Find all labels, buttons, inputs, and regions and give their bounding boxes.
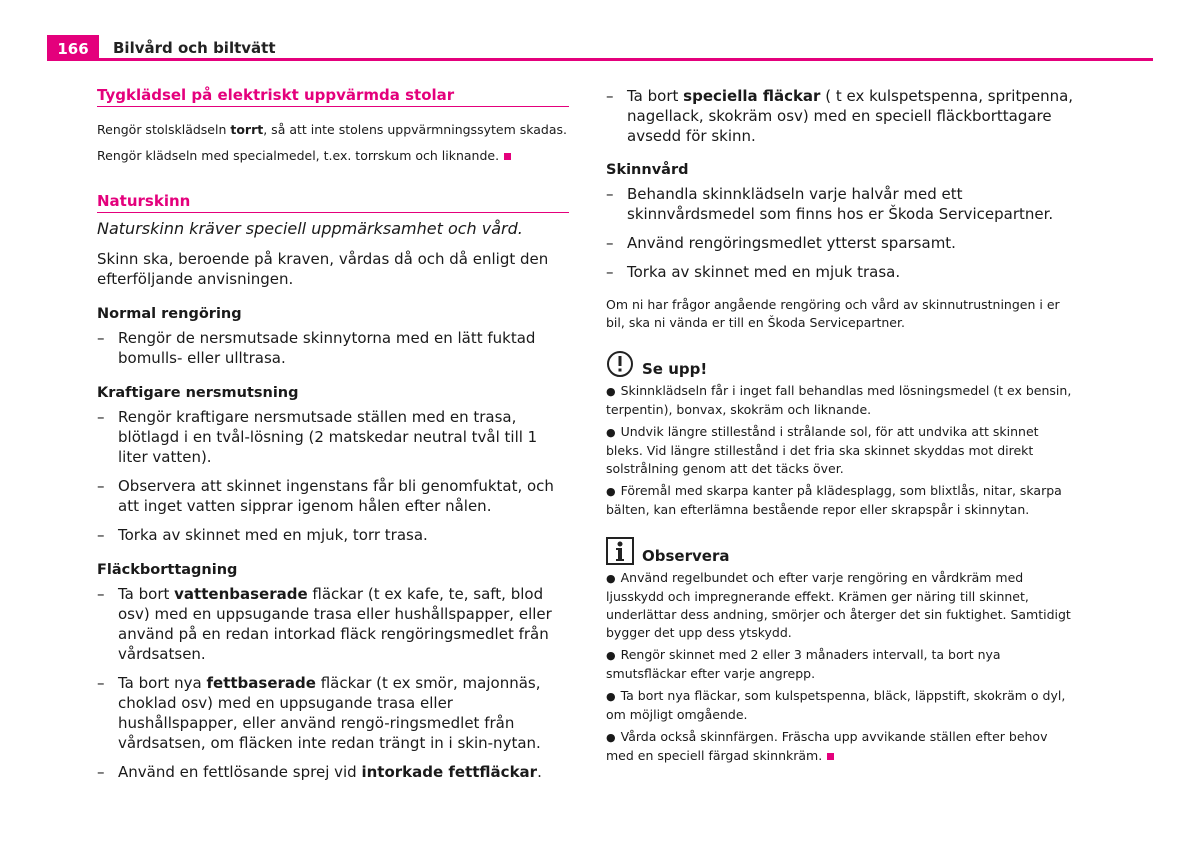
caution-box xyxy=(606,350,1074,519)
note-item: ● Vårda också skinnfärgen. Fräscha upp avvikande ställen efter behov med en speciell färgad skinnkräm. xyxy=(606,729,1048,763)
note-item: ● Använd regelbundet och efter varje rengöring en vårdkräm med ljusskydd och impregnerande effekt. Krämen ger näring till skinnet, underlättar dess andning, smörjer och återger det sin fuktighet. Samtidigt bygger det upp dess ytskydd. xyxy=(606,570,1071,640)
caution-icon xyxy=(606,350,636,378)
chapter-title: Bilvård och biltvätt xyxy=(113,39,276,57)
right-column xyxy=(606,86,1074,765)
list-item: – Ta bort vattenbaserade fläckar (t ex kafe, te, saft, blod osv) med en uppsugande trasa eller hushållspapper, eller använd på en redan intorkad fläck rengöringsmedlet från vårdsatsen. xyxy=(97,585,552,663)
paragraph: Rengör klädseln med specialmedel, t.ex. torrskum och liknande. xyxy=(97,147,569,165)
section-title-leather: Naturskinn xyxy=(97,192,569,213)
info-icon xyxy=(606,537,636,565)
subheading-stain-removal: Fläckborttagning xyxy=(97,562,238,578)
paragraph: Rengör stolsklädseln torrt, så att inte stolens uppvärmningssytem skadas. xyxy=(97,122,567,137)
list-item: – Använd rengöringsmedlet ytterst sparsamt. xyxy=(606,234,956,252)
note-box xyxy=(606,537,1074,765)
paragraph: Om ni har frågor angående rengöring och vård av skinnutrustningen i er bil, ska ni vända er till en Škoda Servicepartner. xyxy=(606,297,1060,330)
note-item: ● Rengör skinnet med 2 eller 3 månaders intervall, ta bort nya smutsfläckar efter varje angrepp. xyxy=(606,647,1001,681)
end-square-icon xyxy=(504,153,511,160)
left-column xyxy=(97,86,569,782)
caution-item: ● Skinnklädseln får i inget fall behandlas med lösningsmedel (t ex bensin, terpentin), bonvax, skokräm och liknande. xyxy=(606,383,1072,417)
caution-title: Se upp! xyxy=(642,360,708,378)
caution-item: ● Undvik längre stillestånd i strålande sol, för att undvika att skinnet bleks. Vid längre stillestånd i det fria ska skinnet skyddas mot direkt solstrålning genom att det täcks över. xyxy=(606,424,1039,476)
lead-text: Naturskinn kräver speciell uppmärksamhet och vård. xyxy=(97,219,523,238)
page-number: 166 xyxy=(47,35,99,61)
list-item: – Använd en fettlösande sprej vid intorkade fettfläckar. xyxy=(97,763,542,781)
list-item: – Torka av skinnet med en mjuk trasa. xyxy=(606,263,901,281)
subheading-normal-cleaning: Normal rengöring xyxy=(97,306,242,322)
list-item: – Behandla skinnklädseln varje halvår med ett skinnvårdsmedel som finns hos er Škoda Servicepartner. xyxy=(606,185,1054,223)
list-item: – Observera att skinnet ingenstans får bli genomfuktat, och att inget vatten sipprar igenom hålen efter nålen. xyxy=(97,477,554,515)
list-item: – Torka av skinnet med en mjuk, torr trasa. xyxy=(97,526,428,544)
note-item: ● Ta bort nya fläckar, som kulspetspenna, bläck, läppstift, skokräm o dyl, om möjligt omgående. xyxy=(606,688,1066,722)
list-item: – Rengör de nersmutsade skinnytorna med en lätt fuktad bomulls- eller ulltrasa. xyxy=(97,329,536,367)
note-title: Observera xyxy=(642,547,730,565)
list-item: – Ta bort speciella fläckar ( t ex kulspetspenna, spritpenna, nagellack, skokräm osv) med en speciell fläckborttagare avsedd för skinn. xyxy=(606,87,1074,145)
list-item: – Ta bort nya fettbaserade fläckar (t ex smör, majonnäs, choklad osv) med en uppsugande trasa eller hushållspapper, eller använd rengö-ringsmedlet från vårdsatsen, om fläcken inte redan trängt in i skin-nytan. xyxy=(97,674,541,752)
paragraph: Skinn ska, beroende på kraven, vårdas då och då enligt den efterföljande anvisningen. xyxy=(97,250,549,288)
header-rule xyxy=(47,58,1153,61)
list-item: – Rengör kraftigare nersmutsade ställen med en trasa, blötlagd i en tvål-lösning (2 matskedar neutral tvål till 1 liter vatten). xyxy=(97,408,538,466)
subheading-leather-care: Skinnvård xyxy=(606,162,689,178)
subheading-heavy-soiling: Kraftigare nersmutsning xyxy=(97,385,299,401)
caution-item: ● Föremål med skarpa kanter på klädesplagg, som blixtlås, nitar, skarpa bälten, kan efterlämna bestående repor eller skrapspår i skinnytan. xyxy=(606,483,1062,517)
end-square-icon xyxy=(827,753,834,760)
section-title-heated-seats: Tygklädsel på elektriskt uppvärmda stolar xyxy=(97,86,569,107)
